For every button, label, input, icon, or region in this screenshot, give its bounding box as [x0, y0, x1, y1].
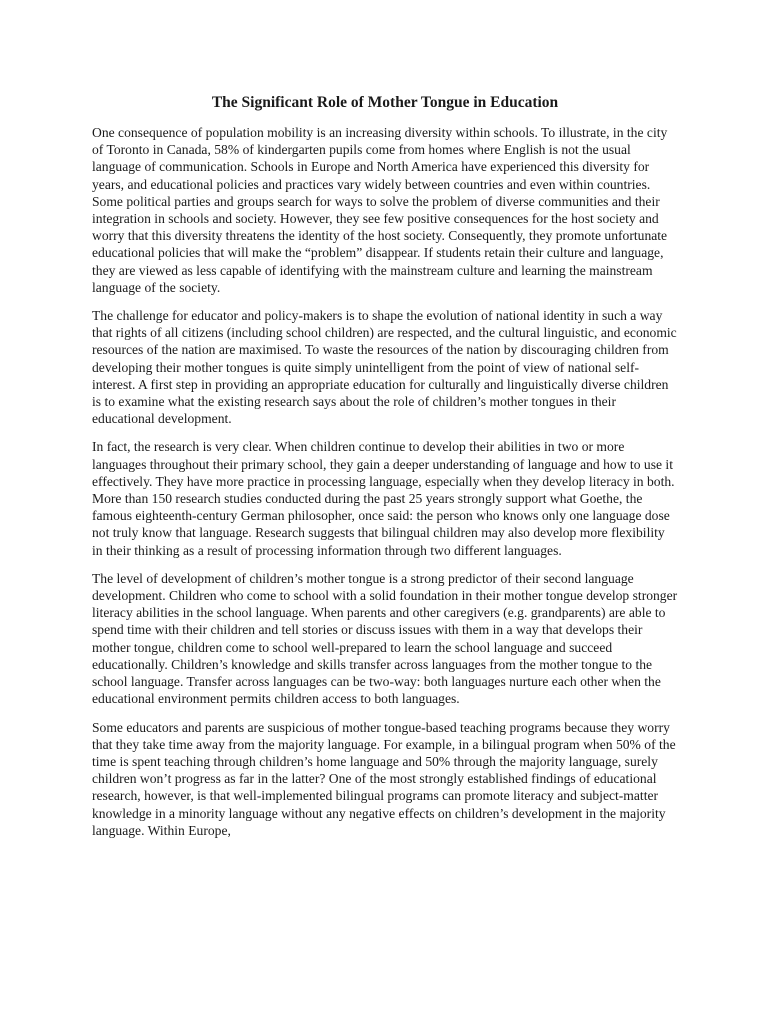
document-body: [92, 92, 678, 850]
paragraph-5: Some educators and parents are suspicious of mother tongue-based teaching programs because they worry that they take time away from the majority language. For example, in a bilingual program when 50% of the time is spent teaching through children’s home language and 50% through the majority language, surely children won’t progress as far in the latter? One of the most strongly established findings of educational research, however, is that well-implemented bilingual programs can promote literacy and subject-matter knowledge in a minority language without any negative effects on children’s development in the majority language. Within Europe,: [92, 719, 676, 838]
paragraph-3: In fact, the research is very clear. When children continue to develop their abilities in two or more languages throughout their primary school, they gain a deeper understanding of language and how to use it effectively. They have more practice in processing language, especially when they develop literacy in both. More than 150 research studies conducted during the past 25 years strongly support what Goethe, the famous eighteenth-century German philosopher, once said: the person who knows only one language dose not truly know that language. Research suggests that bilingual children may also develop more flexibility in their thinking as a result of processing information through two different languages.: [92, 439, 675, 558]
paragraph-1: One consequence of population mobility is an increasing diversity within schools. To illustrate, in the city of Toronto in Canada, 58% of kindergarten pupils come from homes where English is not the usual language of communication. Schools in Europe and North America have experienced this diversity for years, and educational policies and practices vary widely between countries and even within countries. Some political parties and groups search for ways to solve the problem of diverse communities and their integration in schools and society. However, they see few positive consequences for the host society and worry that this diversity threatens the identity of the host society. Consequently, they promote unfortunate educational policies that will make the “problem” disappear. If students retain their culture and language, they are viewed as less capable of identifying with the mainstream culture and learning the mainstream language of the society.: [92, 125, 668, 295]
document-title: The Significant Role of Mother Tongue in Education: [211, 94, 559, 111]
paragraph-4: The level of development of children’s mother tongue is a strong predictor of their second language development. Children who come to school with a solid foundation in their mother tongue develop stronger literacy abilities in the school language. When parents and other caregivers (e.g. grandparents) are able to spend time with their children and tell stories or discuss issues with them in a way that develops their mother tongue, children come to school well-prepared to learn the school language and succeed educationally. Children’s knowledge and skills transfer across languages from the mother tongue to the school language. Transfer across languages can be two-way: both languages nurture each other when the educational environment permits children access to both languages.: [92, 570, 678, 707]
paragraph-2: The challenge for educator and policy-makers is to shape the evolution of national identity in such a way that rights of all citizens (including school children) are respected, and the cultural linguistic, and economic resources of the nation are maximised. To waste the resources of the nation by discouraging children from developing their mother tongues is quite simply unintelligent from the point of view of national self-interest. A first step in providing an appropriate education for culturally and linguistically diverse children is to examine what the existing research says about the role of children’s mother tongues in their educational development.: [92, 308, 677, 427]
